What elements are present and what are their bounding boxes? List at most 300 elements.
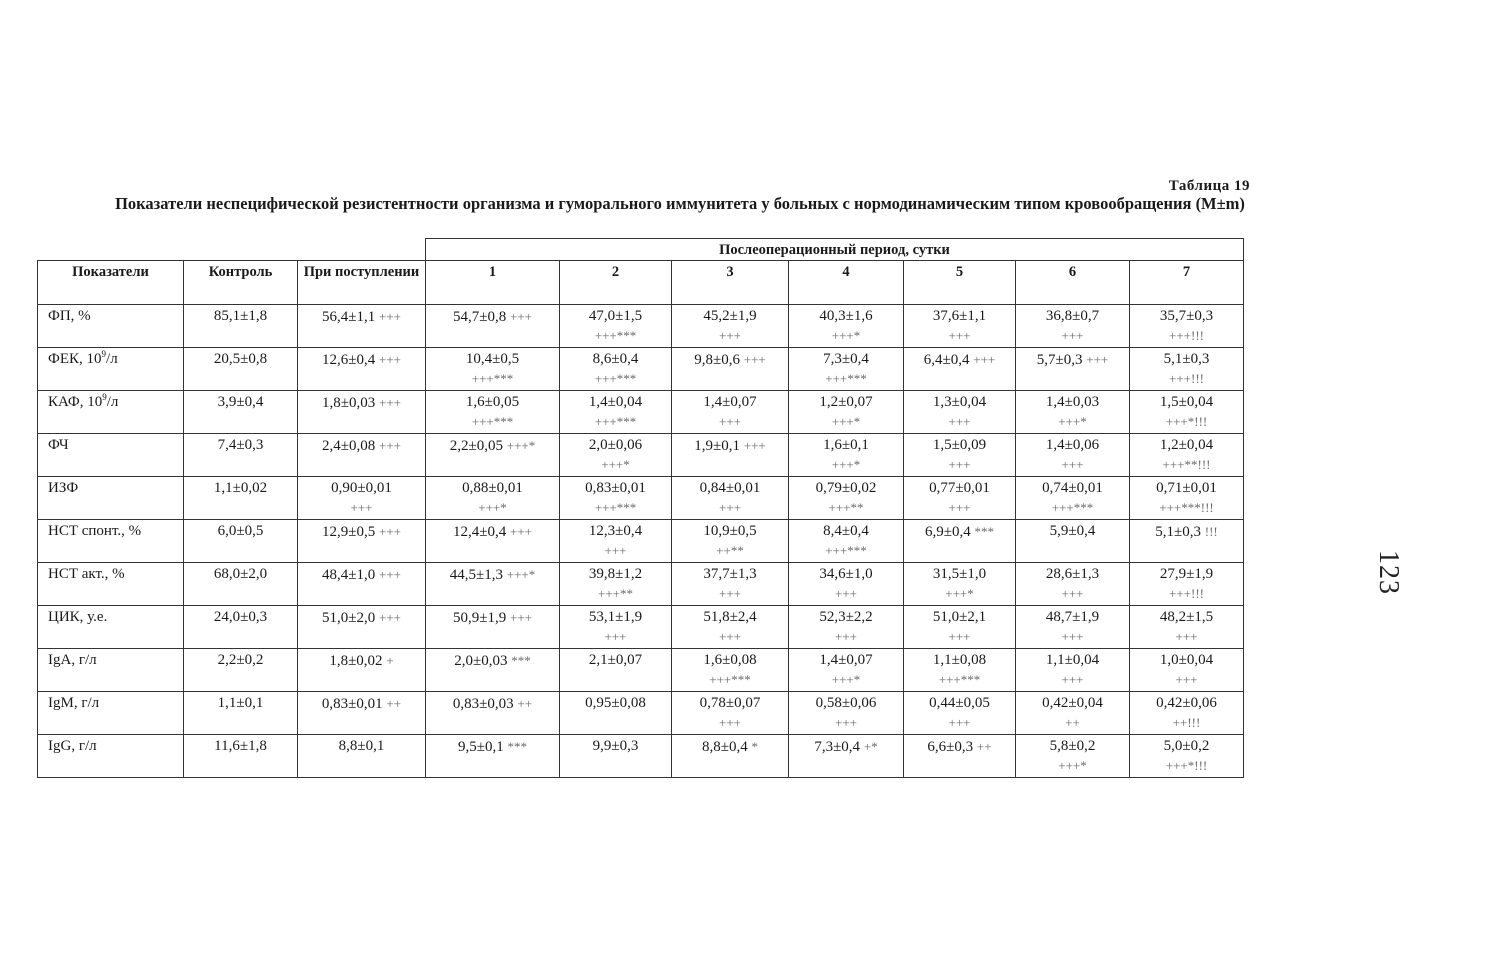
significance-marks: +++ <box>350 500 373 515</box>
row-label: ФП, % <box>38 305 184 348</box>
cell-value: 0,74±0,01 <box>1042 480 1103 496</box>
table-cell <box>560 434 672 477</box>
cell-value: 9,8±0,6 <box>694 352 740 368</box>
significance-marks: +++** <box>598 586 633 601</box>
table-cell <box>1016 563 1130 606</box>
cell-value: 1,6±0,05 <box>465 394 520 410</box>
table-cell <box>904 477 1016 520</box>
significance-marks: +++ <box>1086 352 1109 367</box>
cell-value: 1,8±0,03 <box>322 395 376 411</box>
significance-marks: +++* <box>831 414 861 429</box>
table-cell <box>560 692 672 735</box>
cell-value: 40,3±1,6 <box>819 308 873 324</box>
table-row <box>38 520 1244 563</box>
significance-marks: +++ <box>948 328 971 343</box>
table-cell <box>1130 520 1244 563</box>
table-cell <box>789 649 904 692</box>
significance-marks: +++!!! <box>1169 586 1204 601</box>
postoperative-period-header: Послеоперационный период, сутки <box>426 239 1244 261</box>
significance-marks: +++ <box>1061 586 1084 601</box>
indicators-header: Показатели <box>38 261 184 305</box>
significance-marks: +++ <box>719 586 741 601</box>
table-cell <box>560 735 672 778</box>
cell-value: 8,4±0,4 <box>823 523 869 539</box>
significance-marks: +++ <box>948 715 971 730</box>
table-cell <box>560 391 672 434</box>
cell-value: 5,1±0,3 <box>1155 524 1201 540</box>
cell-value: 5,1±0,3 <box>1163 351 1210 367</box>
table-cell <box>184 477 298 520</box>
cell-value: 0,83±0,01 <box>585 480 646 496</box>
significance-marks: ++!!! <box>1172 715 1201 730</box>
significance-marks: +++ <box>743 352 766 367</box>
significance-marks: +++ <box>1061 672 1084 687</box>
significance-marks: +++ <box>1061 457 1084 472</box>
significance-marks: +++ <box>509 524 532 539</box>
cell-value: 1,4±0,07 <box>819 652 873 668</box>
table-cell <box>1016 606 1130 649</box>
table-row <box>38 305 1244 348</box>
table-caption: Показатели неспецифической резистентности организма и гуморального иммунитета у больных с нормодинамическим типом кровообращения (M±m) <box>115 194 1245 213</box>
table-row <box>38 391 1244 434</box>
table-cell <box>298 563 426 606</box>
cell-value: 1,4±0,03 <box>1045 394 1100 410</box>
table-cell <box>184 520 298 563</box>
table-cell <box>426 692 560 735</box>
table-cell <box>298 434 426 477</box>
day-header: 6 <box>1016 261 1130 305</box>
cell-value: 1,2±0,04 <box>1159 437 1214 453</box>
cell-value: 0,42±0,06 <box>1156 695 1217 711</box>
row-label: ФЕК, $10^9/л$ <box>38 348 184 391</box>
table-cell <box>1016 735 1130 778</box>
cell-value: 28,6±1,3 <box>1045 566 1100 582</box>
cell-value: 20,5±0,8 <box>213 351 268 367</box>
table-cell <box>426 477 560 520</box>
cell-value: 8,8±0,4 <box>702 739 748 755</box>
cell-value: 0,78±0,07 <box>699 695 761 711</box>
cell-value: 27,9±1,9 <box>1159 566 1214 582</box>
cell-value: 51,0±2,0 <box>322 610 376 626</box>
significance-marks: +++*!!! <box>1165 758 1208 773</box>
cell-value: 3,9±0,4 <box>217 394 264 410</box>
table-cell <box>904 606 1016 649</box>
significance-marks: +++ <box>948 457 971 472</box>
significance-marks: *** <box>507 739 527 754</box>
significance-marks: +++*** <box>594 328 637 343</box>
significance-marks: +++*** <box>471 371 514 386</box>
cell-value: 1,3±0,04 <box>932 394 987 410</box>
cell-value: 1,5±0,09 <box>932 437 987 453</box>
significance-marks: +++*** <box>594 371 637 386</box>
table-row <box>38 735 1244 778</box>
table-row <box>38 477 1244 520</box>
significance-marks: +++ <box>948 629 971 644</box>
significance-marks: +++*** <box>594 500 637 515</box>
header-spacer <box>38 239 426 261</box>
header-row-period <box>38 239 1244 261</box>
row-label: ИЗФ <box>38 477 184 520</box>
significance-marks: +++ <box>948 414 971 429</box>
cell-value: 0,83±0,03 <box>452 696 514 712</box>
table-cell <box>672 649 789 692</box>
cell-value: 39,8±1,2 <box>588 566 643 582</box>
cell-value: 11,6±1,8 <box>214 738 267 754</box>
cell-value: 5,7±0,3 <box>1036 352 1083 368</box>
table-cell <box>560 305 672 348</box>
significance-marks: +++*!!! <box>1165 414 1208 429</box>
cell-value: 48,4±1,0 <box>322 567 376 583</box>
significance-marks: +++* <box>1058 414 1087 429</box>
significance-marks: +++** <box>828 500 864 515</box>
table-cell <box>1016 391 1130 434</box>
cell-value: 35,7±0,3 <box>1159 308 1214 324</box>
cell-value: 0,42±0,04 <box>1042 695 1103 711</box>
row-label: НСТ спонт., % <box>38 520 184 563</box>
cell-value: 53,1±1,9 <box>588 609 643 625</box>
table-cell <box>1130 348 1244 391</box>
day-header: 2 <box>560 261 672 305</box>
cell-value: 6,0±0,5 <box>217 523 264 539</box>
cell-value: 1,4±0,04 <box>588 394 643 410</box>
table-cell <box>789 563 904 606</box>
cell-value: 31,5±1,0 <box>932 566 987 582</box>
table-cell <box>184 434 298 477</box>
table-cell <box>426 520 560 563</box>
table-cell <box>789 348 904 391</box>
significance-marks: +++ <box>719 500 741 515</box>
significance-marks: +++ <box>719 414 741 429</box>
cell-value: 7,3±0,4 <box>823 351 869 367</box>
table-cell <box>672 692 789 735</box>
table-cell <box>1130 305 1244 348</box>
cell-value: 2,0±0,06 <box>588 437 643 453</box>
cell-value: 9,9±0,3 <box>592 738 639 754</box>
cell-value: 0,88±0,01 <box>462 480 523 496</box>
significance-marks: +++ <box>604 543 627 558</box>
table-row <box>38 563 1244 606</box>
table-cell <box>560 348 672 391</box>
cell-value: 48,2±1,5 <box>1159 609 1214 625</box>
cell-value: 6,6±0,3 <box>927 739 974 755</box>
significance-marks: +++ <box>1061 629 1084 644</box>
table-cell <box>1016 434 1130 477</box>
table-cell <box>560 520 672 563</box>
table-cell <box>1130 477 1244 520</box>
day-header: 7 <box>1130 261 1244 305</box>
significance-marks: +++ <box>378 352 401 367</box>
cell-value: 0,84±0,01 <box>699 480 761 496</box>
table-cell <box>560 649 672 692</box>
table-row <box>38 649 1244 692</box>
table-cell <box>298 692 426 735</box>
significance-marks: +++ <box>604 629 627 644</box>
significance-marks: +++*** <box>825 371 867 386</box>
significance-marks: !!! <box>1204 524 1218 539</box>
table-cell <box>298 735 426 778</box>
significance-marks: +++*** <box>709 672 751 687</box>
table-cell <box>1016 348 1130 391</box>
row-label: НСТ акт., % <box>38 563 184 606</box>
cell-value: 0,95±0,08 <box>585 695 646 711</box>
table-cell <box>1130 649 1244 692</box>
table-cell <box>1016 520 1130 563</box>
table-cell <box>672 520 789 563</box>
day-header: 1 <box>426 261 560 305</box>
cell-value: 1,6±0,08 <box>703 652 757 668</box>
cell-value: 36,8±0,7 <box>1045 308 1100 324</box>
table-cell <box>426 649 560 692</box>
table-cell <box>184 348 298 391</box>
cell-value: 51,8±2,4 <box>703 609 757 625</box>
table-cell <box>672 391 789 434</box>
cell-value: 12,6±0,4 <box>322 352 376 368</box>
table-cell <box>184 391 298 434</box>
table-cell <box>672 348 789 391</box>
cell-value: 7,4±0,3 <box>217 437 264 453</box>
cell-value: 85,1±1,8 <box>213 308 268 324</box>
cell-value: 56,4±1,1 <box>322 309 376 325</box>
significance-marks: ++ <box>976 739 992 754</box>
cell-value: 2,2±0,2 <box>217 652 264 668</box>
cell-value: 1,0±0,04 <box>1159 652 1214 668</box>
significance-marks: +++*** <box>594 414 637 429</box>
table-cell <box>789 434 904 477</box>
table-cell <box>904 348 1016 391</box>
cell-value: 0,79±0,02 <box>815 480 877 496</box>
cell-value: 44,5±1,3 <box>449 567 503 583</box>
significance-marks: +++ <box>378 395 401 410</box>
cell-value: 45,2±1,9 <box>703 308 757 324</box>
cell-value: 2,0±0,03 <box>454 653 508 669</box>
significance-marks: +++* <box>945 586 974 601</box>
results-table <box>37 238 1244 778</box>
table-cell <box>904 305 1016 348</box>
table-cell <box>672 735 789 778</box>
table-row <box>38 434 1244 477</box>
significance-marks: +* <box>863 739 878 754</box>
significance-marks: * <box>751 739 758 754</box>
table-cell <box>1130 434 1244 477</box>
table-cell <box>904 649 1016 692</box>
table-cell <box>426 563 560 606</box>
table-cell <box>560 477 672 520</box>
header-row-columns <box>38 261 1244 305</box>
table-cell <box>1130 735 1244 778</box>
significance-marks: +++ <box>835 586 857 601</box>
table-cell <box>904 391 1016 434</box>
table-cell <box>426 434 560 477</box>
cell-value: 37,7±1,3 <box>703 566 757 582</box>
row-label: ФЧ <box>38 434 184 477</box>
table-cell <box>789 692 904 735</box>
significance-marks: ++ <box>1065 715 1080 730</box>
table-cell <box>1130 606 1244 649</box>
significance-marks: +++*** <box>471 414 514 429</box>
significance-marks: +++ <box>378 524 401 539</box>
cell-value: 5,0±0,2 <box>1163 738 1210 754</box>
table-cell <box>298 649 426 692</box>
table-body <box>38 305 1244 778</box>
cell-value: 52,3±2,2 <box>819 609 873 625</box>
table-cell <box>1130 391 1244 434</box>
significance-marks: +++ <box>835 629 857 644</box>
significance-marks: +++ <box>509 610 532 625</box>
table-cell <box>184 735 298 778</box>
table-cell <box>672 477 789 520</box>
cell-value: 0,58±0,06 <box>815 695 877 711</box>
significance-marks: +++ <box>743 438 766 453</box>
significance-marks: +++*** <box>938 672 981 687</box>
table-cell <box>560 606 672 649</box>
table-cell <box>904 735 1016 778</box>
table-cell <box>789 391 904 434</box>
day-header: 3 <box>672 261 789 305</box>
cell-value: 1,8±0,02 <box>329 653 383 669</box>
table-cell <box>426 391 560 434</box>
significance-marks: +++* <box>831 457 861 472</box>
cell-value: 51,0±2,1 <box>932 609 987 625</box>
table-cell <box>789 606 904 649</box>
significance-marks: +++ <box>719 328 741 343</box>
significance-marks: +++ <box>719 629 741 644</box>
table-cell <box>1016 477 1130 520</box>
cell-value: 5,8±0,2 <box>1049 738 1096 754</box>
cell-value: 1,6±0,1 <box>823 437 869 453</box>
table-cell <box>426 606 560 649</box>
significance-marks: +++!!! <box>1169 371 1204 386</box>
cell-value: 12,3±0,4 <box>588 523 643 539</box>
significance-marks: +++ <box>1175 629 1198 644</box>
day-header: 5 <box>904 261 1016 305</box>
significance-marks: +++* <box>1058 758 1087 773</box>
cell-value: 5,9±0,4 <box>1049 523 1096 539</box>
significance-marks: + <box>386 653 394 668</box>
cell-value: 1,1±0,08 <box>932 652 987 668</box>
significance-marks: *** <box>974 524 994 539</box>
cell-value: 2,2±0,05 <box>449 438 503 454</box>
cell-value: 34,6±1,0 <box>819 566 873 582</box>
table-cell <box>298 305 426 348</box>
significance-marks: ++ <box>517 696 533 711</box>
admission-header: При поступлении <box>298 261 426 305</box>
table-cell <box>672 434 789 477</box>
row-label: IgA, г/л <box>38 649 184 692</box>
table-cell <box>672 563 789 606</box>
table-cell <box>789 477 904 520</box>
cell-value: 47,0±1,5 <box>588 308 643 324</box>
table-cell <box>298 606 426 649</box>
cell-value: 12,4±0,4 <box>453 524 507 540</box>
table-row <box>38 606 1244 649</box>
cell-value: 24,0±0,3 <box>213 609 268 625</box>
cell-value: 1,1±0,02 <box>213 480 268 496</box>
table-cell <box>298 391 426 434</box>
cell-value: 0,90±0,01 <box>331 480 392 496</box>
significance-marks: +++ <box>378 438 401 453</box>
cell-value: 0,83±0,01 <box>321 696 383 712</box>
cell-value: 7,3±0,4 <box>814 739 861 755</box>
table-cell <box>426 348 560 391</box>
cell-value: 1,5±0,04 <box>1159 394 1214 410</box>
cell-value: 68,0±2,0 <box>213 566 268 582</box>
cell-value: 50,9±1,9 <box>453 610 507 626</box>
cell-value: 8,8±0,1 <box>338 738 385 754</box>
significance-marks: +++ <box>378 309 401 324</box>
row-label: ЦИК, у.е. <box>38 606 184 649</box>
significance-marks: +++!!! <box>1169 328 1204 343</box>
cell-value: 10,4±0,5 <box>465 351 520 367</box>
cell-value: 2,1±0,07 <box>588 652 643 668</box>
significance-marks: +++* <box>831 328 861 343</box>
significance-marks: +++*** <box>825 543 867 558</box>
table-cell <box>672 606 789 649</box>
significance-marks: +++ <box>1061 328 1084 343</box>
table-row <box>38 348 1244 391</box>
significance-marks: +++* <box>601 457 630 472</box>
significance-marks: +++* <box>506 438 536 453</box>
cell-value: 10,9±0,5 <box>703 523 757 539</box>
table-cell <box>184 305 298 348</box>
table-cell <box>426 305 560 348</box>
table-cell <box>1130 692 1244 735</box>
day-header: 4 <box>789 261 904 305</box>
cell-value: 0,44±0,05 <box>929 695 990 711</box>
control-header: Контроль <box>184 261 298 305</box>
significance-marks: +++ <box>1175 672 1198 687</box>
significance-marks: +++*** <box>1051 500 1094 515</box>
significance-marks: +++* <box>831 672 861 687</box>
cell-value: 54,7±0,8 <box>453 309 507 325</box>
significance-marks: *** <box>511 653 531 668</box>
cell-value: 1,9±0,1 <box>694 438 740 454</box>
significance-marks: +++ <box>948 500 971 515</box>
table-cell <box>904 434 1016 477</box>
table-label: Таблица 19 <box>1168 178 1250 194</box>
table-cell <box>789 735 904 778</box>
table-cell <box>184 606 298 649</box>
cell-value: 1,4±0,07 <box>703 394 757 410</box>
table-cell <box>1016 649 1130 692</box>
significance-marks: +++***!!! <box>1159 500 1214 515</box>
cell-value: 9,5±0,1 <box>458 739 504 755</box>
table-cell <box>789 305 904 348</box>
significance-marks: +++ <box>719 715 741 730</box>
cell-value: 0,71±0,01 <box>1156 480 1217 496</box>
significance-marks: +++ <box>509 309 532 324</box>
cell-value: 8,6±0,4 <box>592 351 639 367</box>
row-label: IgM, г/л <box>38 692 184 735</box>
significance-marks: ++** <box>716 543 744 558</box>
cell-value: 1,2±0,07 <box>819 394 873 410</box>
table-cell <box>672 305 789 348</box>
table-cell <box>426 735 560 778</box>
significance-marks: +++ <box>378 610 401 625</box>
table-cell <box>184 692 298 735</box>
table-cell <box>298 348 426 391</box>
significance-marks: +++ <box>378 567 401 582</box>
cell-value: 12,9±0,5 <box>322 524 376 540</box>
significance-marks: +++* <box>478 500 507 515</box>
significance-marks: +++ <box>973 352 996 367</box>
table-cell <box>1130 563 1244 606</box>
cell-value: 2,4±0,08 <box>322 438 376 454</box>
table-cell <box>904 563 1016 606</box>
cell-value: 6,4±0,4 <box>923 352 970 368</box>
table-cell <box>789 520 904 563</box>
cell-value: 6,9±0,4 <box>925 524 971 540</box>
significance-marks: ++ <box>386 696 402 711</box>
